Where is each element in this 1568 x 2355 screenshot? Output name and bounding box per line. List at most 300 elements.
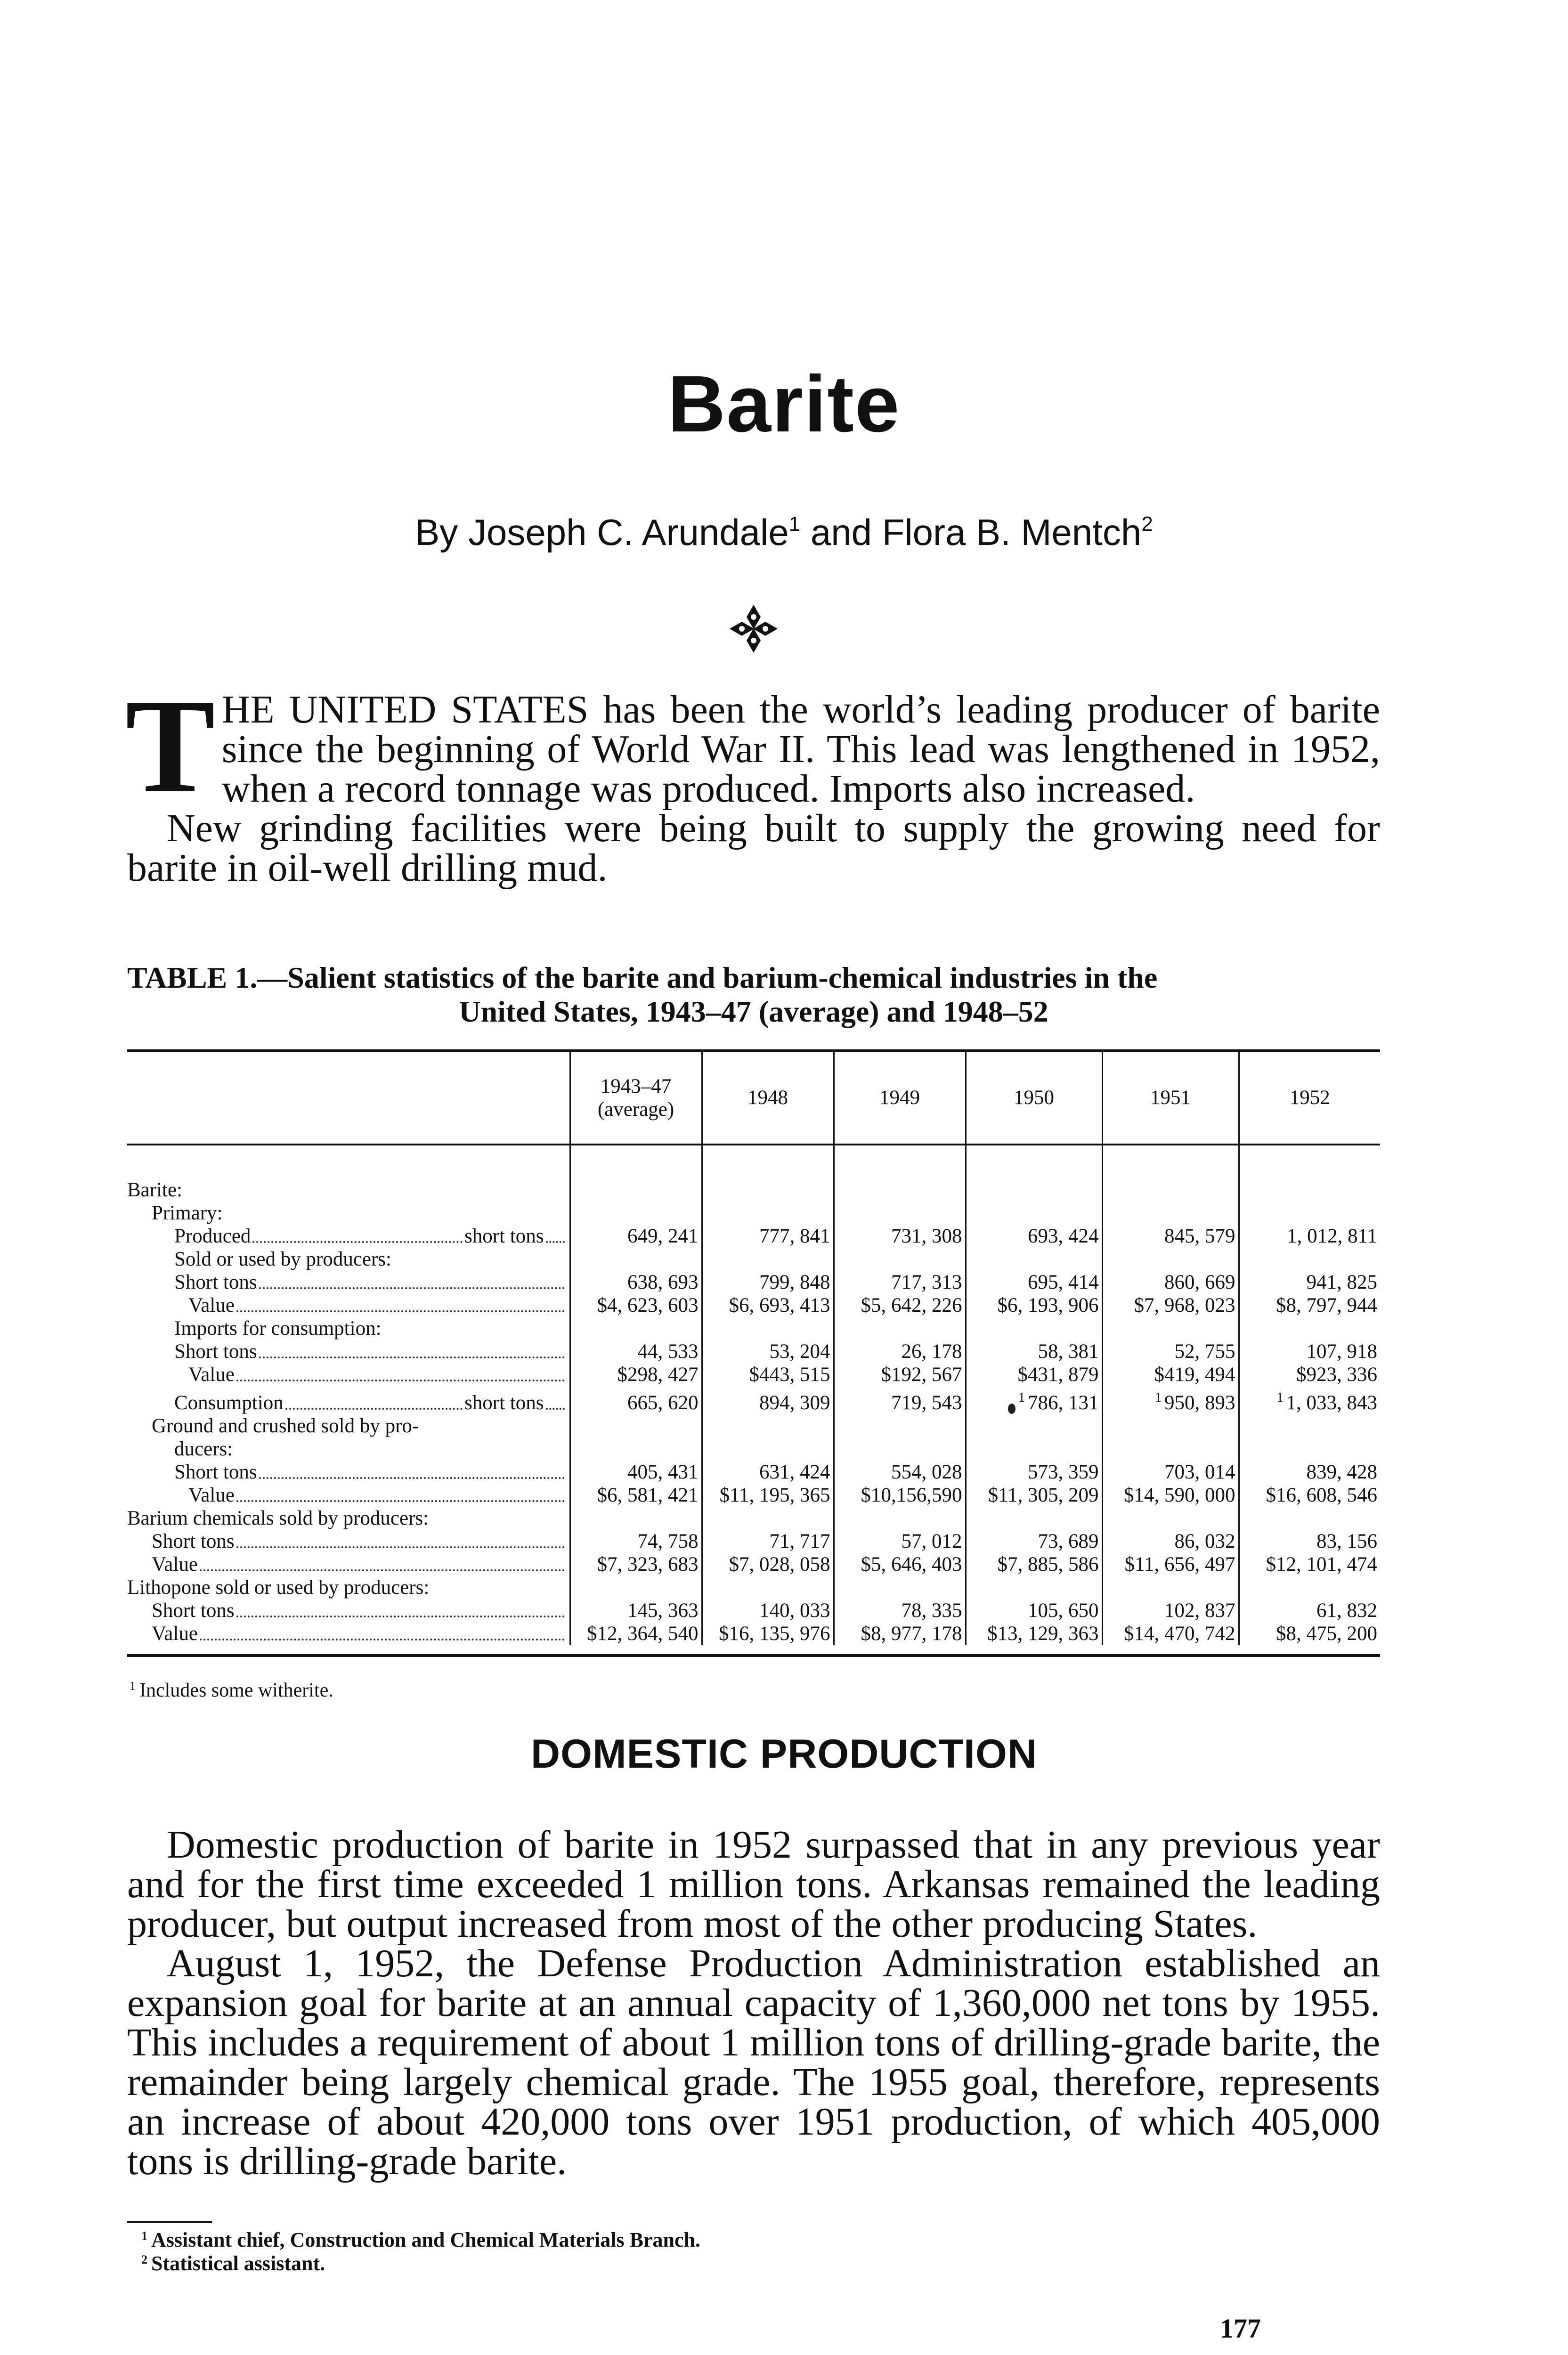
author-1-footnote-ref: 1: [788, 512, 801, 536]
table-cell: [966, 1386, 1102, 1414]
table-cell: [702, 1530, 834, 1553]
row-label-text: Value: [188, 1364, 235, 1386]
byline: [0, 511, 1568, 554]
table-row: [127, 1599, 1380, 1622]
cell-value: 102, 837: [1164, 1600, 1235, 1622]
cell-value: $923, 336: [1296, 1364, 1377, 1386]
cell-value: $8, 475, 200: [1276, 1623, 1377, 1645]
row-label: [127, 1363, 570, 1386]
table-row: [127, 1225, 1380, 1248]
table-cell: [834, 1317, 966, 1340]
table-cell: [1239, 1317, 1380, 1340]
table-cell: [1239, 1553, 1380, 1576]
cell-value: 53, 204: [769, 1340, 830, 1363]
column-header: 1949: [834, 1052, 966, 1145]
table-cell: [1102, 1576, 1239, 1599]
table-cell: [1239, 1484, 1380, 1507]
table-cell: [570, 1340, 702, 1363]
table-cell: [834, 1294, 966, 1317]
cell-value: 73, 689: [1038, 1530, 1099, 1552]
table-cell: [1102, 1202, 1239, 1225]
cell-value: $12, 101, 474: [1266, 1553, 1377, 1575]
table-row: [127, 1145, 1380, 1202]
table-cell: [834, 1386, 966, 1414]
cell-value: 145, 363: [627, 1600, 699, 1622]
table-cell: [834, 1202, 966, 1225]
intro-paragraph-2: New grinding facilities were being built to supply the growing need for barite in oil-well drilling mud.: [127, 806, 1380, 890]
table-cell: [702, 1340, 834, 1363]
cell-value: $7, 323, 683: [597, 1553, 699, 1575]
table-cell: [1102, 1530, 1239, 1553]
table-cell: [1102, 1622, 1239, 1645]
table-cell: [1239, 1507, 1380, 1530]
cell-value: 86, 032: [1174, 1530, 1235, 1552]
table-cell: [570, 1576, 702, 1599]
cell-value: $5, 646, 403: [861, 1553, 962, 1575]
table-cell: [702, 1553, 834, 1576]
page-title: Barite: [667, 359, 901, 449]
footnote-text: Statistical assistant.: [151, 2252, 325, 2275]
cell-value: 839, 428: [1306, 1461, 1377, 1483]
author-1: By Joseph C. Arundale: [415, 512, 789, 553]
cell-value: $192, 567: [881, 1364, 962, 1386]
column-header: 1943–47 (average): [570, 1052, 702, 1145]
row-label: [127, 1294, 570, 1317]
cell-value: 573, 359: [1028, 1461, 1099, 1483]
row-label: [127, 1202, 570, 1225]
cell-value: 719, 543: [891, 1392, 962, 1414]
table-cell: [1239, 1202, 1380, 1225]
cell-value: 717, 313: [891, 1271, 962, 1293]
ornament-icon: [728, 603, 780, 655]
table-cell: [834, 1461, 966, 1484]
row-label: [127, 1271, 570, 1294]
table-cell: [966, 1599, 1102, 1622]
table-cell: [1102, 1414, 1239, 1437]
table-cell: [1239, 1294, 1380, 1317]
table-cell: [702, 1363, 834, 1386]
table-bottom-rule: [127, 1654, 1380, 1657]
column-header: 1952: [1239, 1052, 1380, 1145]
table-cell: [966, 1507, 1102, 1530]
row-label: [127, 1599, 570, 1622]
table-cell: [966, 1576, 1102, 1599]
table-cell: [570, 1145, 702, 1202]
table-row: [127, 1576, 1380, 1599]
table-cell: [570, 1599, 702, 1622]
cell-value: 57, 012: [901, 1530, 962, 1552]
table-cell: [834, 1271, 966, 1294]
table-row: [127, 1437, 1380, 1461]
salient-statistics-table: [127, 1052, 1380, 1645]
leader-dots: [200, 1569, 565, 1571]
footnote-ref: 2: [141, 2253, 147, 2266]
cell-value: $8, 797, 944: [1276, 1294, 1377, 1316]
row-label-text: Consumption: [174, 1392, 284, 1414]
cell-value: 695, 414: [1028, 1271, 1099, 1293]
table-row: [127, 1317, 1380, 1340]
table-cell: [702, 1145, 834, 1202]
table-footnote: [130, 1679, 333, 1702]
cell-value: $12, 364, 540: [587, 1623, 699, 1645]
table-cell: [570, 1414, 702, 1437]
cell-value: 1, 012, 811: [1287, 1225, 1377, 1247]
row-label: [127, 1484, 570, 1507]
cell-value: $11, 656, 497: [1124, 1553, 1235, 1575]
footnote-text: Assistant chief, Construction and Chemical Materials Branch.: [151, 2228, 700, 2251]
table-cell: [570, 1363, 702, 1386]
table-cell: [834, 1622, 966, 1645]
row-unit: short tons: [464, 1392, 544, 1414]
cell-value: 26, 178: [901, 1340, 962, 1363]
leader-dots: [236, 1380, 565, 1381]
cell-value: 894, 309: [759, 1392, 830, 1414]
table-cell: [1102, 1248, 1239, 1271]
cell-value: $298, 427: [617, 1364, 699, 1386]
table-cell: [1102, 1553, 1239, 1576]
cell-value: 731, 308: [891, 1225, 962, 1247]
table-cell: [1239, 1530, 1380, 1553]
table-row: [127, 1484, 1380, 1507]
footnote: [141, 2251, 325, 2275]
leader-dots: [259, 1287, 565, 1289]
row-label-text: Value: [188, 1484, 235, 1506]
table-cell: [834, 1414, 966, 1437]
cell-value: $14, 590, 000: [1124, 1484, 1235, 1506]
table-cell: [702, 1414, 834, 1437]
column-header: 1951: [1102, 1052, 1239, 1145]
page-number: 177: [1220, 2313, 1261, 2344]
table-row: [127, 1553, 1380, 1576]
row-label: [127, 1386, 570, 1414]
cell-value: 941, 825: [1306, 1271, 1377, 1293]
table-cell: [570, 1317, 702, 1340]
cell-value: $11, 195, 365: [719, 1484, 830, 1506]
section-heading: DOMESTIC PRODUCTION: [531, 1731, 1037, 1777]
table-cell: [702, 1386, 834, 1414]
cell-value: 71, 717: [769, 1530, 830, 1552]
table-cell: [570, 1386, 702, 1414]
author-2: Flora B. Mentch: [882, 512, 1142, 553]
table-footnote-ref: 1: [130, 1679, 136, 1693]
cell-value: 665, 620: [627, 1392, 699, 1414]
row-label-text: Imports for consumption:: [174, 1317, 382, 1340]
table-cell: [1239, 1622, 1380, 1645]
row-label: [127, 1507, 570, 1530]
table-cell: [966, 1145, 1102, 1202]
speck: [1008, 1404, 1016, 1414]
row-label: [127, 1553, 570, 1576]
table-row: [127, 1386, 1380, 1414]
row-label: [127, 1225, 570, 1248]
cell-value: 799, 848: [759, 1271, 830, 1293]
table-cell: [702, 1576, 834, 1599]
table-cell: [1102, 1340, 1239, 1363]
row-label: [127, 1145, 570, 1202]
table-cell: [834, 1576, 966, 1599]
table-body: [127, 1145, 1380, 1645]
cell-value: 58, 381: [1038, 1340, 1099, 1363]
column-header: 1948: [702, 1052, 834, 1145]
table-cell: [966, 1484, 1102, 1507]
footnote: [141, 2228, 700, 2252]
author-2-footnote-ref: 2: [1141, 512, 1153, 536]
table-cell: [966, 1461, 1102, 1484]
table-cell: [834, 1507, 966, 1530]
table-row: [127, 1202, 1380, 1225]
row-label-text: Short tons: [174, 1271, 257, 1293]
table-cell: [1102, 1317, 1239, 1340]
row-label-text: Short tons: [174, 1340, 257, 1363]
table-cell: [702, 1271, 834, 1294]
table-cell: [1102, 1363, 1239, 1386]
table-cell: [834, 1363, 966, 1386]
cell-footnote-ref: 1: [1276, 1390, 1284, 1405]
table-cell: [1102, 1386, 1239, 1414]
row-unit: short tons: [464, 1225, 544, 1247]
cell-value: $14, 470, 742: [1124, 1623, 1235, 1645]
cell-value: 693, 424: [1028, 1225, 1099, 1247]
table-cell: [1239, 1363, 1380, 1386]
cell-value: $4, 623, 603: [597, 1294, 699, 1316]
cell-value: $16, 135, 976: [719, 1623, 830, 1645]
cell-value: $7, 968, 023: [1134, 1294, 1235, 1316]
cell-value: 107, 918: [1306, 1340, 1377, 1363]
table-cell: [834, 1553, 966, 1576]
leader-dots: [236, 1310, 565, 1312]
table-cell: [966, 1294, 1102, 1317]
cell-value: 649, 241: [627, 1225, 699, 1247]
leader-dots: [236, 1546, 565, 1548]
table-cell: [1239, 1248, 1380, 1271]
table-cell: [834, 1145, 966, 1202]
table-cell: [966, 1271, 1102, 1294]
cell-value: $13, 129, 363: [987, 1623, 1099, 1645]
table-row: [127, 1507, 1380, 1530]
cell-value: 405, 431: [627, 1461, 699, 1483]
table-cell: [1102, 1437, 1239, 1461]
row-label-text: Primary:: [152, 1202, 223, 1224]
table-cell: [702, 1225, 834, 1248]
leader-dots: [236, 1500, 565, 1502]
cell-value: 777, 841: [759, 1225, 830, 1247]
row-label-text: Value: [152, 1553, 198, 1575]
row-label-text: Value: [152, 1623, 198, 1645]
row-label: [127, 1576, 570, 1599]
table-cell: [570, 1202, 702, 1225]
row-label-text: Sold or used by producers:: [174, 1248, 391, 1270]
table-cell: [966, 1553, 1102, 1576]
table-cell: [702, 1437, 834, 1461]
leader-dots: [285, 1408, 463, 1410]
cell-value: 786, 131: [1028, 1392, 1099, 1414]
cell-value: 845, 579: [1164, 1225, 1235, 1247]
table-cell: [966, 1317, 1102, 1340]
cell-value: $6, 581, 421: [597, 1484, 699, 1506]
table-cell: [1102, 1145, 1239, 1202]
cell-value: 631, 424: [759, 1461, 830, 1483]
cell-value: 703, 014: [1164, 1461, 1235, 1483]
table-stub-header: [127, 1052, 570, 1145]
leader-dots: [200, 1639, 565, 1640]
cell-value: $16, 608, 546: [1266, 1484, 1377, 1506]
table-cell: [570, 1248, 702, 1271]
cell-value: 638, 693: [627, 1271, 699, 1293]
table-cell: [1102, 1507, 1239, 1530]
row-label: [127, 1317, 570, 1340]
cell-value: $7, 028, 058: [729, 1553, 830, 1575]
table-cell: [1102, 1271, 1239, 1294]
row-label: [127, 1340, 570, 1363]
intro-section: [125, 671, 1380, 890]
table-row: [127, 1414, 1380, 1437]
table-row: [127, 1271, 1380, 1294]
row-label: [127, 1414, 570, 1437]
table-row: [127, 1530, 1380, 1553]
table-cell: [966, 1530, 1102, 1553]
table-cell: [1239, 1271, 1380, 1294]
leader-dots: [236, 1616, 565, 1617]
table-cell: [570, 1530, 702, 1553]
table-cell: [570, 1553, 702, 1576]
table-cell: [702, 1599, 834, 1622]
cell-value: $6, 693, 413: [729, 1294, 830, 1316]
table-cell: [1102, 1599, 1239, 1622]
table-cell: [1239, 1414, 1380, 1437]
leader-dots: [259, 1356, 565, 1358]
table-row: [127, 1340, 1380, 1363]
cell-value: 105, 650: [1028, 1600, 1099, 1622]
section-paragraph-1: Domestic production of barite in 1952 surpassed that in any previous year and for the first time exceeded 1 million tons. Arkansas remained the leading producer, but output increased from most of the other producing States.: [127, 1823, 1380, 1946]
table-cell: [966, 1225, 1102, 1248]
cell-value: $8, 977, 178: [861, 1623, 962, 1645]
cell-value: $11, 305, 209: [988, 1484, 1099, 1506]
leader-dots: [546, 1241, 565, 1243]
cell-value: 61, 832: [1316, 1600, 1377, 1622]
table-cell: [570, 1225, 702, 1248]
table-row: [127, 1248, 1380, 1271]
footnote-ref: 1: [141, 2229, 147, 2243]
table-cell: [570, 1271, 702, 1294]
table-cell: [570, 1622, 702, 1645]
section-paragraph-2: August 1, 1952, the Defense Production Administration established an expansion goal for barite at an annual capacity of 1,360,000 net tons by 1955. This includes a requirement of about 1 million tons of drilling-grade barite, the remainder being largely chemical grade. The 1955 goal, therefore, represents an increase of about 420,000 tons over 1951 production, of which 405,000 tons is drilling-grade barite.: [127, 1941, 1380, 2183]
row-label-text: Short tons: [152, 1600, 235, 1622]
table-cell: [966, 1202, 1102, 1225]
table-caption-line-1: TABLE 1.—Salient statistics of the barite and barium-chemical industries in the: [127, 961, 1158, 994]
row-label: [127, 1437, 570, 1461]
domestic-production-section: [127, 1825, 1380, 2181]
table-cell: [570, 1294, 702, 1317]
row-label-text: Ground and crushed sold by pro-: [152, 1415, 419, 1437]
table-row: [127, 1622, 1380, 1645]
row-label: [127, 1248, 570, 1271]
table-cell: [702, 1461, 834, 1484]
leader-dots: [252, 1241, 463, 1243]
cell-value: 1, 033, 843: [1286, 1392, 1377, 1414]
table-cell: [1102, 1461, 1239, 1484]
table-cell: [1239, 1145, 1380, 1202]
row-label-text: Short tons: [174, 1461, 257, 1483]
table-cell: [1239, 1576, 1380, 1599]
table-cell: [570, 1461, 702, 1484]
table-row: [127, 1461, 1380, 1484]
table-cell: [1239, 1225, 1380, 1248]
drop-cap: T: [125, 671, 215, 820]
table-cell: [702, 1484, 834, 1507]
cell-value: 554, 028: [891, 1461, 962, 1483]
table-footnote-text: Includes some witherite.: [139, 1680, 333, 1701]
table-cell: [702, 1294, 834, 1317]
row-label: [127, 1622, 570, 1645]
row-label: [127, 1530, 570, 1553]
leader-dots: [259, 1477, 565, 1479]
row-label-text: Barite:: [127, 1179, 183, 1201]
table-cell: [1102, 1484, 1239, 1507]
table-cell: [1102, 1294, 1239, 1317]
table-cell: [966, 1248, 1102, 1271]
row-label-text: Produced: [174, 1225, 251, 1247]
cell-value: $419, 494: [1154, 1364, 1235, 1386]
cell-value: 52, 755: [1174, 1340, 1235, 1363]
cell-value: 83, 156: [1316, 1530, 1377, 1552]
table-cell: [966, 1363, 1102, 1386]
table-cell: [966, 1437, 1102, 1461]
table-cell: [834, 1340, 966, 1363]
cell-value: 950, 893: [1164, 1392, 1235, 1414]
cell-value: 140, 033: [759, 1600, 830, 1622]
table-cell: [834, 1437, 966, 1461]
row-label-text: ducers:: [174, 1438, 233, 1460]
row-label-text: Short tons: [152, 1530, 235, 1552]
table-cell: [834, 1248, 966, 1271]
footnote-rule: [127, 2221, 212, 2223]
table-cell: [570, 1507, 702, 1530]
table-cell: [1239, 1386, 1380, 1414]
intro-paragraph-1: HE UNITED STATES has been the world’s leading producer of barite since the beginning of World War II. This lead was lengthened in 1952, when a record tonnage was produced. Imports also increased.: [221, 688, 1380, 811]
cell-value: $431, 879: [1017, 1364, 1099, 1386]
cell-value: $6, 193, 906: [997, 1294, 1099, 1316]
table-header-row: [127, 1052, 1380, 1145]
cell-footnote-ref: 1: [1155, 1390, 1162, 1405]
table-cell: [834, 1599, 966, 1622]
cell-value: 74, 758: [637, 1530, 699, 1552]
table-cell: [570, 1437, 702, 1461]
table-cell: [834, 1225, 966, 1248]
row-label: [127, 1461, 570, 1484]
cell-value: 860, 669: [1164, 1271, 1235, 1293]
cell-value: $443, 515: [749, 1364, 830, 1386]
table-cell: [702, 1202, 834, 1225]
table-caption: [127, 961, 1380, 1029]
leader-dots: [546, 1408, 565, 1410]
byline-and: and: [810, 512, 872, 553]
cell-value: 44, 533: [637, 1340, 699, 1363]
table-cell: [1239, 1599, 1380, 1622]
table-row: [127, 1294, 1380, 1317]
cell-value: $5, 642, 226: [861, 1294, 962, 1316]
table-cell: [1102, 1225, 1239, 1248]
table-cell: [966, 1340, 1102, 1363]
table-cell: [966, 1622, 1102, 1645]
table-cell: [1239, 1437, 1380, 1461]
table-cell: [570, 1484, 702, 1507]
table-cell: [702, 1507, 834, 1530]
column-header: 1950: [966, 1052, 1102, 1145]
cell-value: 78, 335: [901, 1600, 962, 1622]
cell-value: $10,156,590: [861, 1484, 962, 1506]
table-cell: [834, 1484, 966, 1507]
table-cell: [702, 1622, 834, 1645]
